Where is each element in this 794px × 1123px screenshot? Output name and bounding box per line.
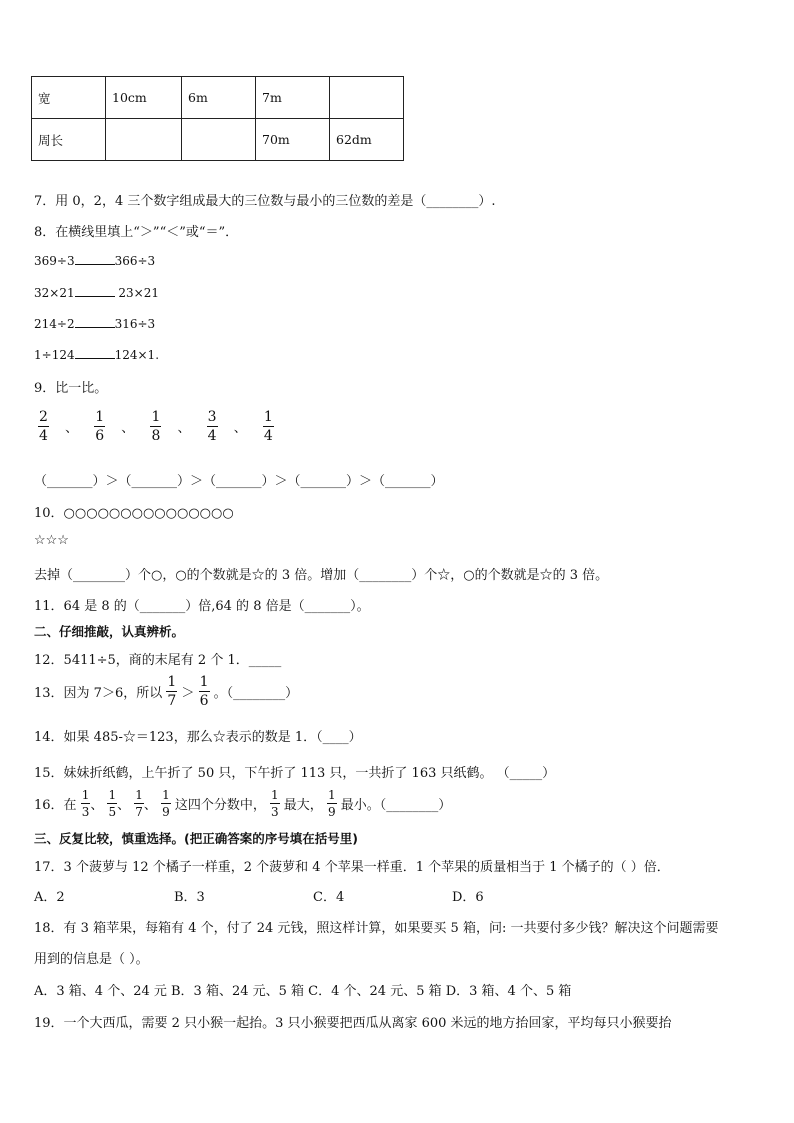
- fraction: $\frac{1}{7}$: [135, 788, 143, 819]
- question-18-options[interactable]: A．3 箱、4 个、24 元 B．3 箱、24 元、5 箱 C．4 个、24 元、5 箱 D．3 箱、4 个、5 箱: [34, 984, 572, 999]
- separator: 、: [121, 421, 135, 436]
- fraction-list: [38, 410, 274, 443]
- fraction: $\frac{1}{6}$: [199, 674, 209, 709]
- question-17: 17．3 个菠萝与 12 个橘子一样重，2 个菠萝和 4 个苹果一样重．1 个苹果的质量相当于 1 个橘子的（ ）倍．: [34, 860, 670, 875]
- question-7: 7．用 0，2，4 三个数字组成最大的三位数与最小的三位数的差是（________）.: [34, 194, 496, 209]
- question-14: 14．如果 485-☆＝123，那么☆表示的数是 1．（____）: [34, 730, 362, 745]
- question-text: 这四个分数中，: [174, 798, 266, 813]
- question-15: 15．妹妹折纸鹤，上午折了 50 只，下午折了 113 只，一共折了 163 只纸鹤。 （_____）: [34, 766, 556, 781]
- expression-left: 32×21: [34, 286, 75, 300]
- question-16: [34, 789, 451, 818]
- dimension-table: [31, 76, 404, 161]
- answer-blank[interactable]: 。（________）: [213, 686, 299, 701]
- question-10-stars: ☆☆☆: [34, 533, 69, 548]
- question-text: 最大，: [283, 798, 323, 813]
- question-10-text: 去掉（________）个○，○的个数就是☆的 3 倍。增加（________）个☆，○的个数就是☆的 3 倍。: [34, 568, 609, 583]
- table-cell: [106, 119, 182, 161]
- fraction: $\frac{1}{5}$: [108, 788, 117, 819]
- separator: 、: [143, 798, 157, 813]
- question-18-line2: 用到的信息是（ ）。: [34, 952, 149, 967]
- table-cell: [330, 77, 404, 119]
- table-row-label: 周长: [32, 119, 106, 161]
- expression-right: 124×1.: [114, 348, 160, 362]
- expression-left: 214÷2: [34, 317, 75, 331]
- answer-blank[interactable]: [75, 346, 115, 359]
- question-13: [34, 675, 298, 708]
- expression-right: 316÷3: [114, 317, 156, 331]
- table-cell: 62dm: [330, 119, 404, 161]
- fraction: $\frac{1}{4}$: [263, 409, 273, 444]
- separator: 、: [233, 421, 247, 436]
- question-8-item: [34, 346, 159, 362]
- question-8-item: [34, 315, 155, 331]
- question-8-item: [34, 284, 159, 300]
- answer-blank[interactable]: 最小。（________）: [340, 798, 452, 813]
- answer-blank[interactable]: [75, 315, 115, 328]
- question-8-item: [34, 252, 155, 268]
- table-cell: 6m: [182, 77, 256, 119]
- fraction: $\frac{1}{9}$: [327, 788, 336, 819]
- fraction: $\frac{1}{8}$: [151, 409, 161, 444]
- table-row: [32, 77, 404, 119]
- question-9-title: 9．比一比。: [34, 381, 108, 396]
- option[interactable]: C．4: [313, 890, 345, 905]
- section-heading: 三、反复比较，慎重选择。(把正确答案的序号填在括号里): [34, 831, 358, 846]
- table-cell: 10cm: [106, 77, 182, 119]
- option[interactable]: A．2: [34, 890, 65, 905]
- answer-blank[interactable]: [75, 252, 115, 265]
- option[interactable]: D．6: [452, 890, 484, 905]
- option[interactable]: B．3: [174, 890, 205, 905]
- question-text: 16．在: [34, 798, 77, 813]
- separator: 、: [117, 798, 131, 813]
- table-cell: [182, 119, 256, 161]
- question-text: 13．因为 7＞6，所以: [34, 686, 163, 701]
- fraction: $\frac{3}{4}$: [207, 409, 217, 444]
- question-9-answer-line[interactable]: （_______）＞（_______）＞（_______）＞（_______）＞（_______）: [34, 474, 444, 489]
- expression-right: 366÷3: [114, 254, 156, 268]
- fraction: $\frac{1}{6}$: [95, 409, 105, 444]
- fraction: $\frac{1}{3}$: [81, 788, 90, 819]
- table-cell: 70m: [256, 119, 330, 161]
- question-10-circles: 10．○○○○○○○○○○○○○○○: [34, 506, 234, 521]
- table-row: [32, 119, 404, 161]
- question-19: 19．一个大西瓜，需要 2 只小猴一起抬。3 只小猴要把西瓜从离家 600 米远的地方抬回家，平均每只小猴要抬: [34, 1016, 672, 1031]
- expression-left: 1÷124: [34, 348, 75, 362]
- fraction: $\frac{1}{7}$: [167, 674, 177, 709]
- question-18-line1: 18．有 3 箱苹果，每箱有 4 个，付了 24 元钱，照这样计算，如果要买 5 箱，问: 一共要付多少钱？解决这个问题需要: [34, 921, 719, 936]
- comparison-symbol: ＞: [181, 686, 195, 701]
- section-heading: 二、仔细推敲，认真辨析。: [34, 624, 185, 639]
- table-row-label: 宽: [32, 77, 106, 119]
- separator: 、: [177, 421, 191, 436]
- question-11: 11．64 是 8 的（_______）倍,64 的 8 倍是（_______）。: [34, 599, 370, 614]
- expression-left: 369÷3: [34, 254, 75, 268]
- expression-right: 23×21: [114, 286, 160, 300]
- question-12: 12．5411÷5，商的末尾有 2 个 1．_____: [34, 653, 282, 668]
- separator: 、: [65, 421, 79, 436]
- answer-blank[interactable]: [75, 284, 115, 297]
- table-cell: 7m: [256, 77, 330, 119]
- fraction: $\frac{1}{3}$: [271, 788, 279, 819]
- fraction: $\frac{1}{9}$: [162, 788, 170, 819]
- question-8-title: 8．在横线里填上“＞”“＜”或“＝”．: [34, 225, 239, 240]
- fraction: $\frac{2}{4}$: [39, 409, 48, 444]
- separator: 、: [90, 798, 104, 813]
